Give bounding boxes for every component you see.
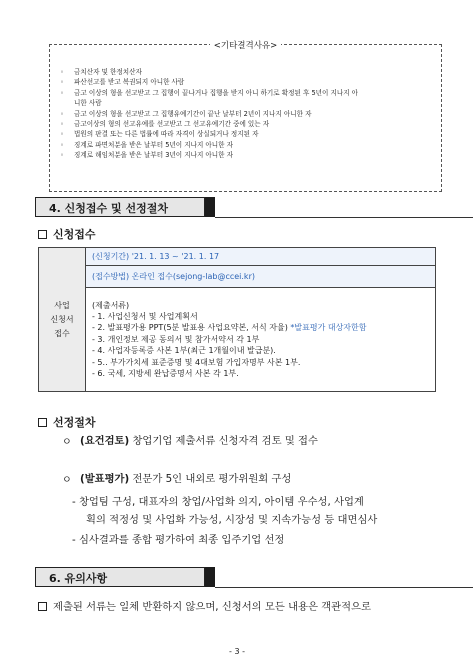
application-docs-cell [86,288,436,392]
disqualification-item: ◦ 금치산자 및 한정치산자 [60,68,142,76]
selection-heading: 선정절차 [38,414,96,430]
square-bullet-icon [38,418,47,427]
bullet-icon: ◦ [60,151,64,160]
selection-sub-2: - 심사결과를 종합 평가하여 최종 입주기업 선정 [72,534,285,546]
disqualification-list [60,67,433,161]
section-4-rule [215,217,473,218]
application-label-cell: 사업 신청서 접수 [39,248,86,392]
selection-item-2: (발표평가) 전문가 5인 내외로 평가위원회 구성 [80,473,292,485]
disqualification-item: ◦ 징계로 파면처분을 받은 날부터 5년이 지나지 아니한 자 [60,140,233,149]
disqualification-item: ◦ 징계로 해임처분을 받은 날부터 3년이 지나지 아니한 자 [60,151,233,160]
disqualification-title: <기타결격사유> [210,41,282,51]
selection-item-1: (요건검토) 창업기업 제출서류 신청자격 검토 및 접수 [80,435,318,447]
doc-note: *발표평가 대상자한함 [287,323,367,333]
disqualification-item: ◦ 금고이상의 형의 선고유예를 선고받고 그 선고유예기간 중에 있는 자 [60,120,270,129]
doc-item: - 5.. 부가가치세 표준증명 및 4대보험 가입자명부 사본 1부. [92,357,301,367]
section-6-title: 6. 유의사항 [49,572,108,585]
bullet-icon: ◦ [60,68,64,76]
apply-heading: 신청접수 [38,226,96,242]
doc-item: - 3. 개인정보 제공 동의서 및 참가서약서 각 1부 [92,334,260,344]
disqualification-item: ◦ 파산선고를 받고 복권되지 아니한 사람 [60,78,185,87]
doc-item: - 1. 사업신청서 및 사업계획서 [92,311,198,321]
doc-item: - 4. 사업자등록증 사본 1부(최근 1개월이내 발급분). [92,346,276,356]
bullet-icon: ◦ [60,88,64,97]
disqualification-box [49,41,442,192]
circle-bullet-1: ㅇ [62,437,72,448]
bullet-icon: ◦ [60,130,64,139]
section-4-title: 4. 신청접수 및 선정절차 [49,202,168,215]
disqualification-item-continuation: 니한 사람 [74,99,102,108]
doc-item: - 2. 발표평가용 PPT(5분 발표용 사업요약본, 서식 자율) *발표평가 대상자한함 [92,323,367,333]
selection-item-1-tag: (요건검토) [80,435,130,447]
application-method: (접수방법) 온라인 접수(sejong-lab@ccei.kr) [86,266,436,288]
application-table [38,247,436,392]
bullet-icon: ◦ [60,120,64,129]
square-bullet-icon [38,230,47,239]
docs-list [92,311,429,379]
bullet-icon: ◦ [60,109,64,118]
bullet-icon: ◦ [60,140,64,149]
section-6-heading [35,567,215,589]
doc-item: - 6. 국세, 지방세 완납증명서 사본 각 1부. [92,369,239,379]
circle-bullet-2: ㅇ [62,475,72,486]
page-number: - 3 - [229,647,245,656]
section-4-heading [35,197,215,219]
application-period: (신청기간) '21. 1. 13 ~ '21. 1. 17 [86,248,436,266]
disqualification-item: ◦ 금고 이상의 형을 선고받고 그 집행유예기간이 끝난 날부터 2년이 지나지 아니한 자 [60,109,312,118]
notice-text: 제출된 서류는 일체 반환하지 않으며, 신청서의 모든 내용은 객관적으로 [38,598,371,613]
selection-sub-1-line-2: 획의 적정성 및 사업화 가능성, 시장성 및 지속가능성 등 대면심사 [86,514,378,526]
square-bullet-icon [38,602,47,611]
bullet-icon: ◦ [60,78,64,87]
disqualification-item: ◦ 법원의 판결 또는 다른 법률에 따라 자격이 상실되거나 정지된 자 [60,130,259,139]
docs-title: (제출서류) [92,300,130,310]
selection-item-2-tag: (발표평가) [80,473,130,485]
section-6-rule [215,587,473,588]
selection-sub-1-line-1: - 창업팀 구성, 대표자의 창업/사업화 의지, 아이템 우수성, 사업계 [72,496,364,508]
disqualification-item: ◦ 금고 이상의 형을 선고받고 그 집행이 끝나거나 집행을 받지 아니 하기로 확정된 후 5년이 지나지 아 [60,88,359,97]
